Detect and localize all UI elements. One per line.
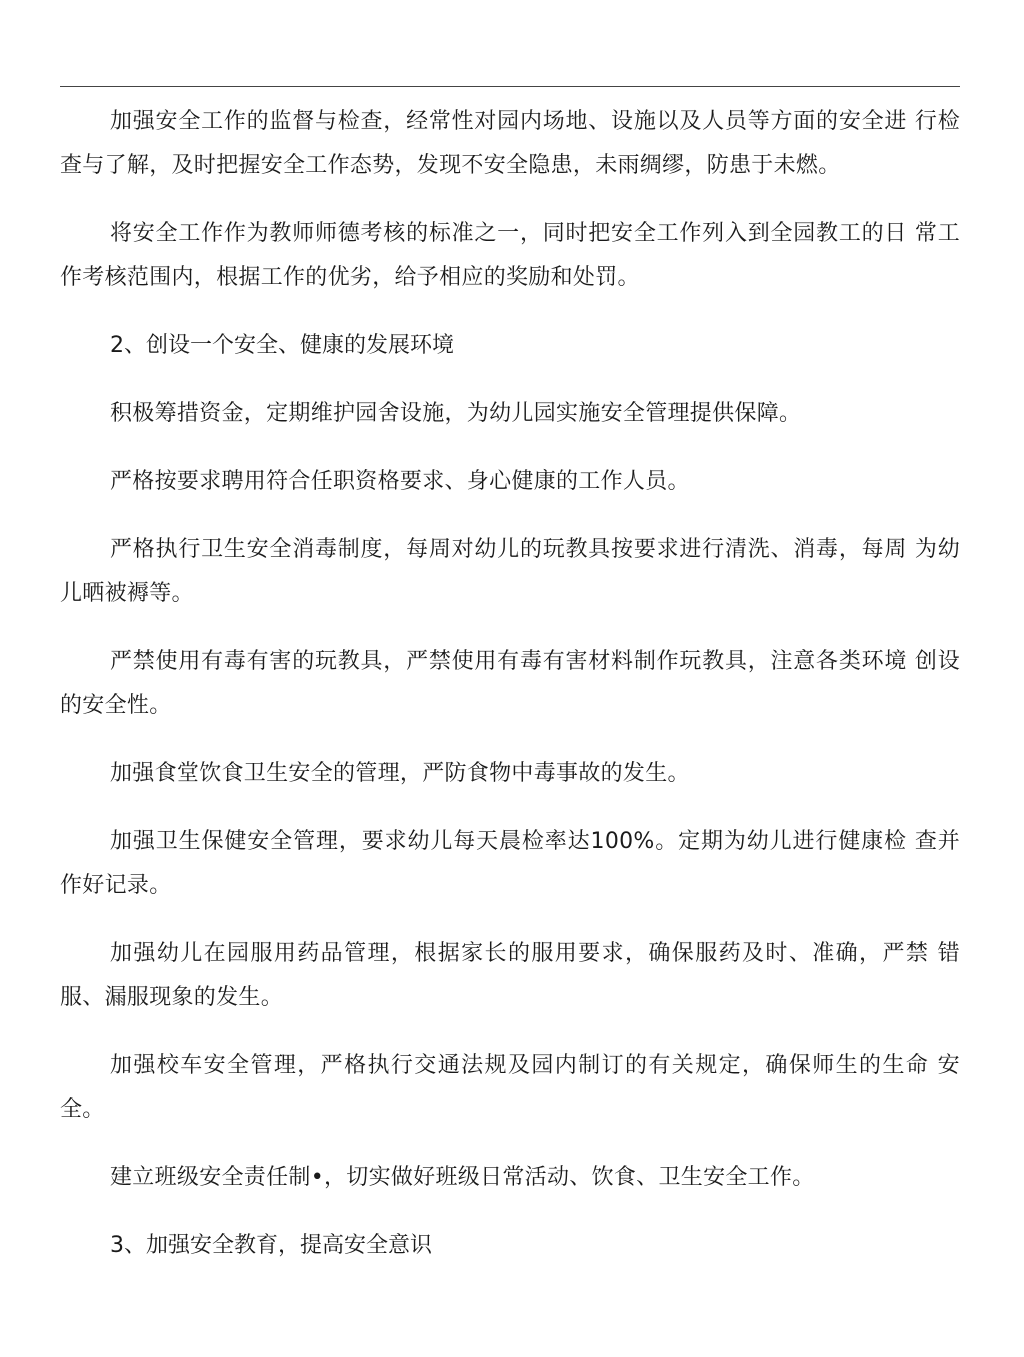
paragraph: 加强安全工作的监督与检查，经常性对园内场地、设施以及人员等方面的安全进 行检查与了解，及时把握安全工作态势，发现不安全隐患，未雨绸缪，防患于未燃。 — [60, 109, 960, 178]
paragraph: 加强幼儿在园服用药品管理，根据家长的服用要求，确保服药及时、准确，严禁 错服、漏服现象的发生。 — [60, 941, 960, 1010]
section-heading: 2、创设一个安全、健康的发展环境 — [110, 333, 454, 358]
paragraph: 建立班级安全责任制•，切实做好班级日常活动、饮食、卫生安全工作。 — [110, 1165, 815, 1190]
paragraph: 加强食堂饮食卫生安全的管理，严防食物中毒事故的发生。 — [110, 761, 690, 786]
section-heading: 3、加强安全教育，提高安全意识 — [110, 1233, 432, 1258]
paragraph: 严格按要求聘用符合任职资格要求、身心健康的工作人员。 — [110, 469, 690, 494]
document-body — [60, 100, 960, 1292]
header-rule — [60, 86, 960, 87]
paragraph: 积极筹措资金，定期维护园舍设施，为幼儿园实施安全管理提供保障。 — [110, 401, 802, 426]
paragraph: 严禁使用有毒有害的玩教具，严禁使用有毒有害材料制作玩教具，注意各类环境 创设的安全性。 — [60, 649, 960, 718]
paragraph: 加强卫生保健安全管理，要求幼儿每天晨检率达100%。定期为幼儿进行健康检 查并作好记录。 — [60, 829, 960, 898]
paragraph: 加强校车安全管理，严格执行交通法规及园内制订的有关规定，确保师生的生命 安全。 — [60, 1053, 960, 1122]
paragraph: 将安全工作作为教师师德考核的标准之一，同时把安全工作列入到全园教工的日 常工作考核范围内，根据工作的优劣，给予相应的奖励和处罚。 — [60, 221, 960, 290]
paragraph: 严格执行卫生安全消毒制度，每周对幼儿的玩教具按要求进行清洗、消毒，每周 为幼儿晒被褥等。 — [60, 537, 960, 606]
